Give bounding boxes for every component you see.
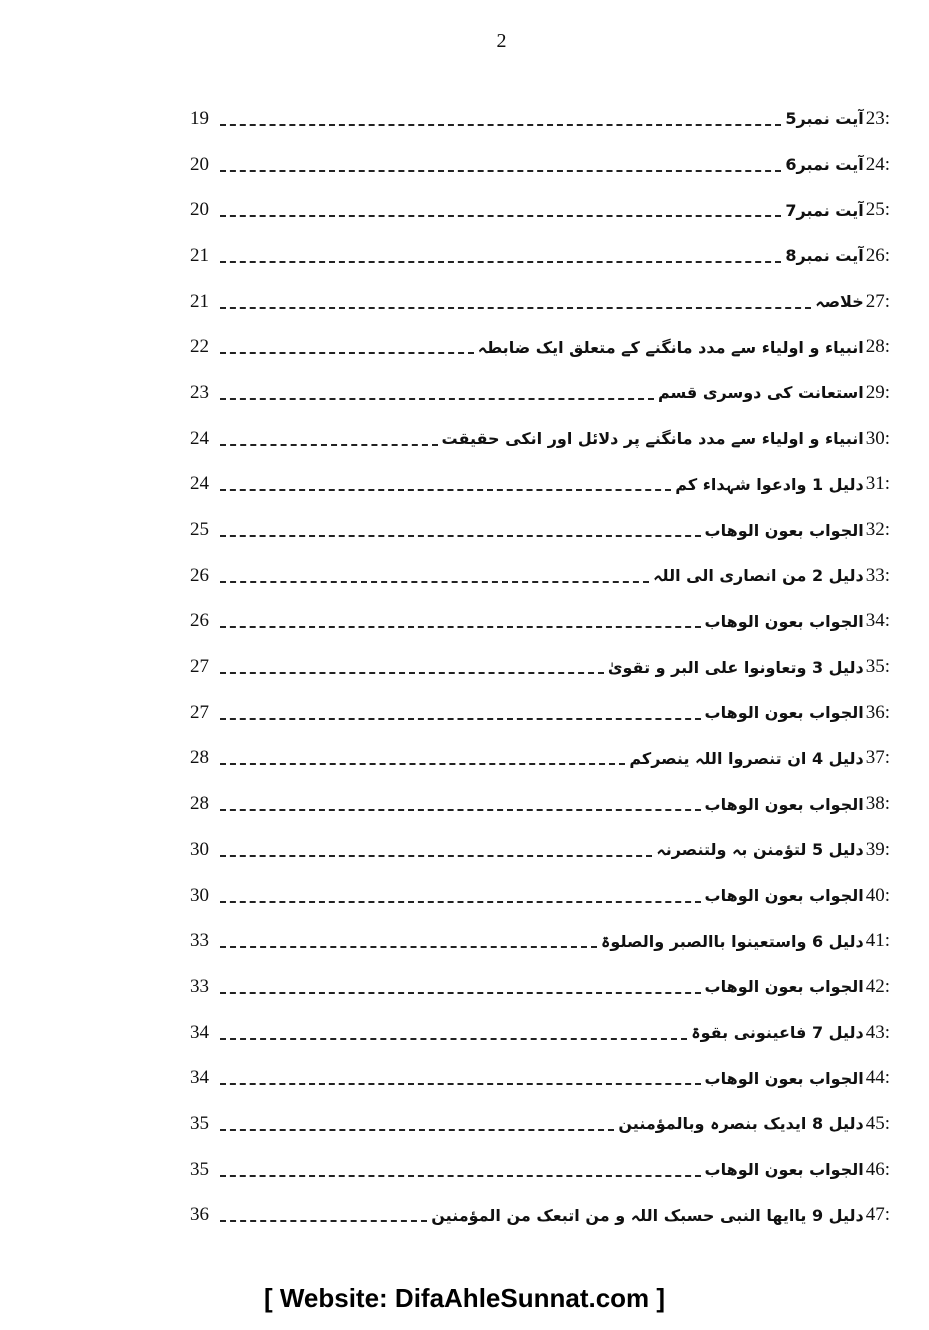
toc-entry-number: 45: bbox=[865, 1112, 890, 1134]
toc-entry-title: الجواب بعون الوھاب bbox=[704, 520, 864, 540]
toc-entry-title: دلیل 6 واستعینوا باالصبر والصلوۃ bbox=[601, 931, 864, 951]
toc-entry-title: الجواب بعون الوھاب bbox=[704, 977, 864, 997]
toc-entry-page: 20 bbox=[190, 199, 209, 221]
toc-entry-title: الجواب بعون الوھاب bbox=[704, 886, 864, 906]
toc-entry-number: 36: bbox=[865, 701, 890, 723]
toc-entry-page: 24 bbox=[190, 427, 209, 449]
toc-row bbox=[190, 827, 890, 873]
toc-leader-line bbox=[220, 901, 701, 903]
toc-entry-page: 19 bbox=[190, 107, 209, 129]
toc-entry-page: 22 bbox=[190, 336, 209, 358]
toc-entry-title: دلیل 5 لتؤمنن بہ ولتنصرنہ bbox=[656, 840, 864, 860]
toc-entry-number: 34: bbox=[865, 610, 890, 632]
toc-entry-title: آیت نمبر6 bbox=[785, 155, 864, 175]
toc-row bbox=[190, 553, 890, 599]
toc-entry-page: 27 bbox=[190, 656, 209, 678]
toc-leader-line bbox=[220, 855, 652, 857]
toc-row bbox=[190, 507, 890, 553]
toc-entry-number: 47: bbox=[865, 1204, 890, 1226]
toc-entry-title: آیت نمبر7 bbox=[785, 200, 864, 220]
toc-entry-page: 21 bbox=[190, 244, 209, 266]
toc-entry-title: انبیاء و اولیاء سے مدد مانگنے کے متعلق ایک ضابطہ bbox=[477, 337, 864, 357]
toc-leader-line bbox=[220, 626, 701, 628]
toc-entry-page: 28 bbox=[190, 747, 209, 769]
toc-row bbox=[190, 279, 890, 325]
toc-entry-page: 26 bbox=[190, 564, 209, 586]
toc-entry-title: الجواب بعون الوھاب bbox=[704, 611, 864, 631]
toc-entry-number: 46: bbox=[865, 1158, 890, 1180]
toc-leader-line bbox=[220, 489, 671, 491]
toc-entry-title: دلیل 3 وتعاونوا علی البر و تقویٰ bbox=[607, 657, 864, 677]
toc-row bbox=[190, 1055, 890, 1101]
toc-leader-line bbox=[220, 946, 597, 948]
page-number: 2 bbox=[496, 30, 507, 52]
toc-leader-line bbox=[220, 1083, 701, 1085]
toc-entry-title: دلیل 8 ایدیک بنصرہ وبالمؤمنین bbox=[618, 1114, 864, 1134]
toc-entry-page: 25 bbox=[190, 519, 209, 541]
toc-entry-number: 44: bbox=[865, 1067, 890, 1089]
toc-leader-line bbox=[220, 718, 701, 720]
toc-entry-number: 24: bbox=[865, 153, 890, 175]
toc-row bbox=[190, 324, 890, 370]
toc-entry-page: 33 bbox=[190, 930, 209, 952]
toc-row bbox=[190, 142, 890, 188]
toc-entry-number: 33: bbox=[865, 564, 890, 586]
toc-row bbox=[190, 918, 890, 964]
toc-entry-title: انبیاء و اولیاء سے مدد مانگنے پر دلائل اور انکی حقیقت bbox=[441, 429, 864, 449]
toc-entry-title: استعانت کی دوسری قسم bbox=[657, 383, 864, 403]
toc-row bbox=[190, 1193, 890, 1239]
toc-entry-page: 36 bbox=[190, 1204, 209, 1226]
toc-row bbox=[190, 781, 890, 827]
toc-leader-line bbox=[220, 398, 654, 400]
toc-entry-number: 27: bbox=[865, 290, 890, 312]
toc-row bbox=[190, 1010, 890, 1056]
toc-entry-title: الجواب بعون الوھاب bbox=[704, 703, 864, 723]
toc-entry-number: 39: bbox=[865, 838, 890, 860]
toc-row bbox=[190, 964, 890, 1010]
toc-entry-page: 30 bbox=[190, 884, 209, 906]
toc-entry-title: دلیل 9 یاایھا النبی حسبک اللہ و من اتبعک من المؤمنین bbox=[431, 1205, 864, 1225]
toc-entry-page: 21 bbox=[190, 290, 209, 312]
toc-row bbox=[190, 1101, 890, 1147]
toc-row bbox=[190, 599, 890, 645]
toc-entry-title: دلیل 1 وادعوا شہداء کم bbox=[675, 474, 864, 494]
toc-entry-number: 31: bbox=[865, 473, 890, 495]
toc-leader-line bbox=[220, 581, 649, 583]
toc-entry-title: آیت نمبر5 bbox=[785, 109, 864, 129]
toc-entry-title: دلیل 4 ان تنصروا اللہ ینصرکم bbox=[629, 748, 864, 768]
toc-entry-number: 23: bbox=[865, 107, 890, 129]
toc-entry-number: 40: bbox=[865, 884, 890, 906]
toc-leader-line bbox=[220, 535, 701, 537]
toc-row bbox=[190, 1147, 890, 1193]
toc-row bbox=[190, 690, 890, 736]
toc-entry-number: 35: bbox=[865, 656, 890, 678]
toc-entry-title: دلیل 2 من انصاری الی اللہ bbox=[653, 566, 864, 586]
toc-entry-page: 34 bbox=[190, 1067, 209, 1089]
toc-leader-line bbox=[220, 1038, 687, 1040]
toc-entry-title: الجواب بعون الوھاب bbox=[704, 1068, 864, 1088]
toc-leader-line bbox=[220, 992, 701, 994]
toc-entry-number: 41: bbox=[865, 930, 890, 952]
toc-entry-number: 43: bbox=[865, 1021, 890, 1043]
toc-leader-line bbox=[220, 763, 625, 765]
toc-entry-page: 35 bbox=[190, 1158, 209, 1180]
toc-entry-page: 34 bbox=[190, 1021, 209, 1043]
toc-entry-number: 37: bbox=[865, 747, 890, 769]
toc-entry-number: 42: bbox=[865, 975, 890, 997]
toc-row bbox=[190, 187, 890, 233]
toc-row bbox=[190, 370, 890, 416]
toc-entry-page: 20 bbox=[190, 153, 209, 175]
toc-entry-title: الجواب بعون الوھاب bbox=[704, 1160, 864, 1180]
toc-entry-page: 33 bbox=[190, 975, 209, 997]
toc-leader-line bbox=[220, 1175, 701, 1177]
toc-leader-line bbox=[220, 444, 438, 446]
toc-row bbox=[190, 233, 890, 279]
toc-entry-title: الجواب بعون الوھاب bbox=[704, 794, 864, 814]
toc-entry-number: 32: bbox=[865, 519, 890, 541]
toc-entry-title: دلیل 7 فاعینونی بقوۃ bbox=[691, 1023, 864, 1043]
toc-row bbox=[190, 416, 890, 462]
toc-entry-page: 26 bbox=[190, 610, 209, 632]
toc-row bbox=[190, 873, 890, 919]
toc-entry-number: 28: bbox=[865, 336, 890, 358]
toc-entry-number: 38: bbox=[865, 793, 890, 815]
toc-leader-line bbox=[220, 307, 811, 309]
toc-row bbox=[190, 462, 890, 508]
toc-entry-title: خلاصہ bbox=[815, 292, 864, 312]
toc-entry-page: 24 bbox=[190, 473, 209, 495]
toc-leader-line bbox=[220, 124, 781, 126]
toc-leader-line bbox=[220, 352, 474, 354]
table-of-contents bbox=[190, 96, 890, 1238]
toc-entry-number: 29: bbox=[865, 381, 890, 403]
toc-leader-line bbox=[220, 1220, 427, 1222]
toc-leader-line bbox=[220, 170, 781, 172]
toc-entry-page: 23 bbox=[190, 381, 209, 403]
toc-leader-line bbox=[220, 672, 604, 674]
toc-entry-number: 30: bbox=[865, 427, 890, 449]
toc-entry-page: 35 bbox=[190, 1112, 209, 1134]
toc-leader-line bbox=[220, 809, 701, 811]
toc-entry-title: آیت نمبر8 bbox=[785, 246, 864, 266]
toc-entry-page: 28 bbox=[190, 793, 209, 815]
toc-row bbox=[190, 736, 890, 782]
toc-row bbox=[190, 96, 890, 142]
toc-entry-page: 27 bbox=[190, 701, 209, 723]
website-footer: [ Website: DifaAhleSunnat.com ] bbox=[263, 1283, 666, 1313]
toc-leader-line bbox=[220, 261, 781, 263]
toc-leader-line bbox=[220, 1129, 614, 1131]
toc-entry-page: 30 bbox=[190, 838, 209, 860]
toc-leader-line bbox=[220, 215, 781, 217]
toc-row bbox=[190, 644, 890, 690]
toc-entry-number: 25: bbox=[865, 199, 890, 221]
toc-entry-number: 26: bbox=[865, 244, 890, 266]
